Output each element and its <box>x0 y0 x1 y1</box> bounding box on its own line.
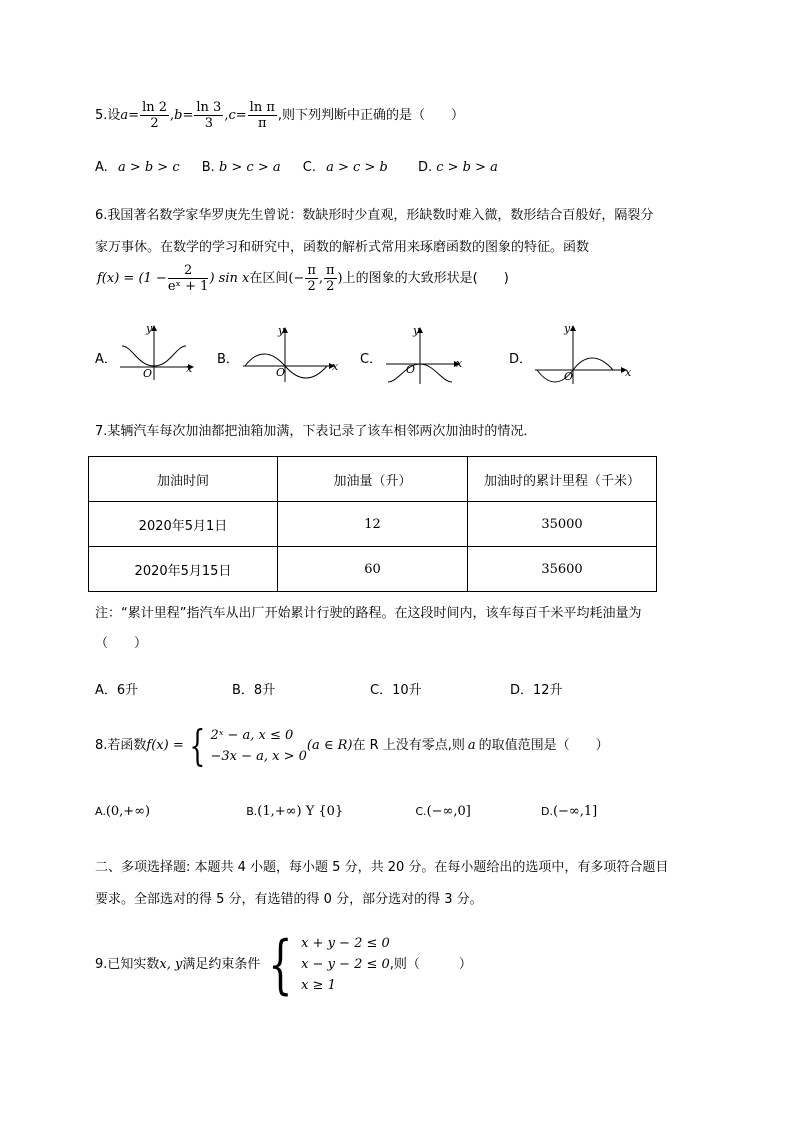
q6-graph-a-x: x <box>186 362 193 375</box>
q7-option-d: D．12升 <box>510 683 563 698</box>
q8-number: 8.若函数 <box>95 738 147 753</box>
fuel-table <box>88 456 657 592</box>
q6-fraction: $\frac{2}{\text{eˣ + 1}}$ <box>167 263 209 294</box>
table-row <box>89 547 657 592</box>
q6-line2: 家万事休。在数学的学习和研究中，函数的解析式常用来琢磨函数的图象的特征。函数 <box>95 240 590 255</box>
table-header: 加油量（升） <box>278 457 468 502</box>
question-5: 5.设a= $\frac{\ln 2}{2}$ ,b= $\frac{\ln 3}{3}$ ,c= $\frac{\text{ln π}}{\pi}$ ,则下列判断中正确的是（ ） <box>95 100 465 131</box>
table-header-row <box>89 457 657 502</box>
q5-option-b: b > c > a <box>218 160 281 175</box>
table-cell: 60 <box>278 547 468 592</box>
table-header: 加油时的累计里程（千米） <box>468 457 657 502</box>
q5-option-a: a > b > c <box>117 160 180 175</box>
question-8: 8.若函数f(x) = { 2ˣ − a, x ≤ 0 −3x − a, x > 0 (a ∈ R)在 R 上没有零点,则 a 的取值范围是（ ） <box>95 720 609 770</box>
q6-option-d-label: D． <box>509 352 533 367</box>
table-row <box>89 502 657 547</box>
q5-option-d: c > b > a <box>436 160 498 175</box>
q5-option-c: a > c > b <box>326 160 388 175</box>
q7-note-line2: （ ） <box>95 636 148 651</box>
q6-graph-a-y: y <box>146 322 153 335</box>
q6-interval-left: $\frac{\pi}{2}$ <box>307 263 316 294</box>
q5-option-a-label: A. <box>95 160 108 175</box>
q5-number: 5.设 <box>95 108 121 123</box>
q6-line1: 6.我国著名数学家华罗庚先生曾说：数缺形时少直观，形缺数时难入微，数形结合百般好，隔裂分 <box>95 208 654 223</box>
q6-graph-c-y: y <box>413 324 420 337</box>
q5-tail: ,则下列判断中正确的是（ ） <box>277 108 465 123</box>
q5-b-fraction: $\frac{\ln 3}{3}$ <box>196 100 222 131</box>
table-cell: 2020年5月15日 <box>89 547 278 592</box>
q6-graph-d-y: y <box>564 322 571 335</box>
q5-c-fraction: $\frac{\text{ln π}}{\pi}$ <box>249 100 275 131</box>
q5-a-fraction: $\frac{\ln 2}{2}$ <box>142 100 168 131</box>
q6-graph-c <box>384 324 468 386</box>
q7-note-line1: 注：“累计里程”指汽车从出厂开始累计行驶的路程。在这段时间内，该车每百千米平均耗油量为 <box>95 606 642 621</box>
q6-function: f(x) = (1 − <box>97 271 167 286</box>
table-cell: 35600 <box>468 547 657 592</box>
q6-graph-a-o: O <box>143 367 153 380</box>
q6-line3: f(x) = (1 − $\frac{2}{\text{eˣ + 1}}$ ) sin x在区间(− $\frac{\pi}{2}$ , $\frac{\pi}{2}$ )上的图象的大致形状是( ) <box>97 263 509 294</box>
q5-option-b-label: B. <box>201 160 215 175</box>
q5-option-c-label: C. <box>302 160 316 175</box>
q7-stem: 7.某辆汽车每次加油都把油箱加满，下表记录了该车相邻两次加油时的情况． <box>95 424 537 439</box>
section2-line1: 二、多项选择题: 本题共 4 小题，每小题 5 分，共 20 分。在每小题给出的选项中，有多项符合题目 <box>95 860 669 875</box>
q8-option-d: (−∞,1] <box>552 804 598 819</box>
table-cell: 35000 <box>468 502 657 547</box>
section2-line2: 要求。全部选对的得 5 分，有选错的得 0 分，部分选对的得 3 分。 <box>95 892 483 907</box>
table-cell: 12 <box>278 502 468 547</box>
q6-graph-d-x: x <box>625 366 632 379</box>
q6-graph-b <box>241 324 341 384</box>
q7-option-b: B．8升 <box>232 683 276 698</box>
q6-option-b-label: B． <box>217 352 239 367</box>
q8-option-c: (−∞,0] <box>426 804 471 819</box>
q6-graph-d <box>533 322 633 386</box>
q8-cases: 2ˣ − a, x ≤ 0 −3x − a, x > 0 <box>210 727 307 764</box>
q6-graph-d-o: O <box>564 370 574 383</box>
q8-brace: { <box>189 720 206 770</box>
q6-option-a-label: A． <box>95 352 117 367</box>
q8-option-b: (1,+∞) Y {0} <box>257 804 344 819</box>
q7-option-c: C．10升 <box>370 683 422 698</box>
q6-graph-c-x: x <box>456 357 463 370</box>
q5-option-d-label: D. <box>417 160 433 175</box>
question-9: 9.已知实数x, y满足约束条件 { x + y − 2 ≤ 0 x − y − 2 ≤ 0 x ≥ 1 ,则（ ） <box>95 927 472 1002</box>
q6-interval-right: $\frac{\pi}{2}$ <box>326 263 335 294</box>
q8-option-a: (0,+∞) <box>105 804 151 819</box>
table-cell: 2020年5月1日 <box>89 502 278 547</box>
q9-constraints: x + y − 2 ≤ 0 x − y − 2 ≤ 0 x ≥ 1 <box>301 936 390 993</box>
q6-graph-c-o: O <box>406 363 416 376</box>
q6-graph-b-y: y <box>278 324 285 337</box>
q9-number: 9.已知实数 <box>95 957 160 972</box>
q9-brace: { <box>268 927 293 1002</box>
q6-graph-b-o: O <box>276 366 286 379</box>
q7-option-a: A．6升 <box>95 683 139 698</box>
q5-options <box>95 160 498 175</box>
q6-graph-b-x: x <box>332 360 339 373</box>
table-header: 加油时间 <box>89 457 278 502</box>
q8-options: A.(0,+∞) B.(1,+∞) Y {0} C.(−∞,0] D.(−∞,1] <box>95 804 598 819</box>
q6-option-c-label: C． <box>360 352 383 367</box>
